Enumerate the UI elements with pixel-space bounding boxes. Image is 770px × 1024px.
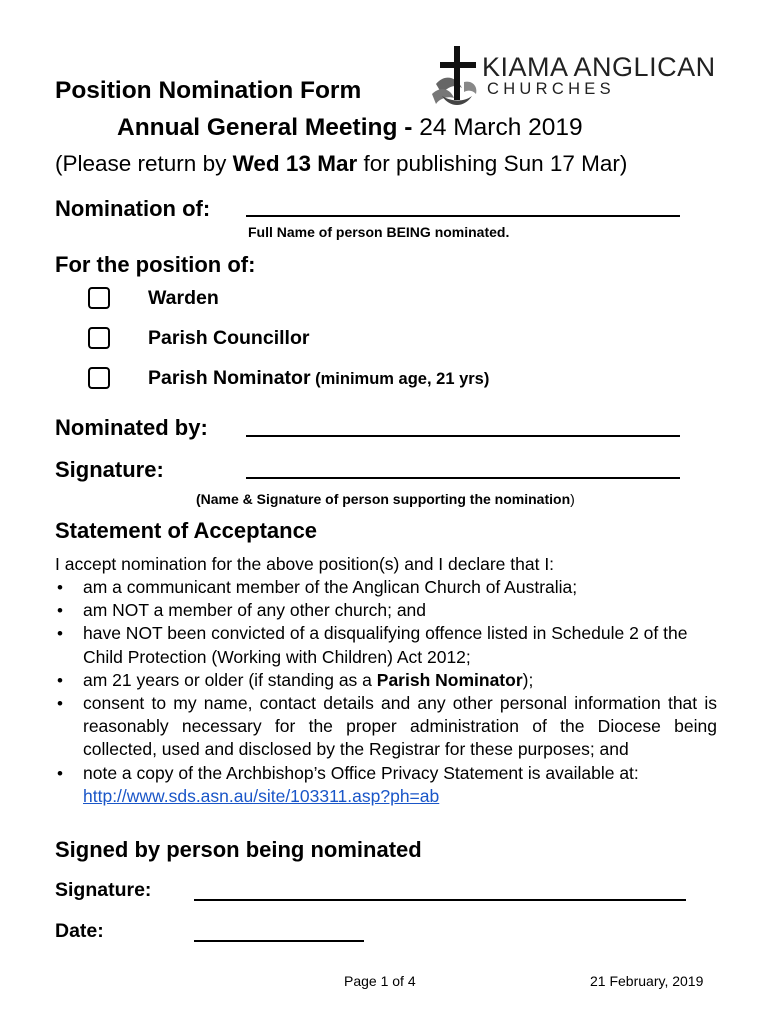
parish-councillor-checkbox[interactable] xyxy=(88,327,110,349)
acceptance-item-privacy xyxy=(55,762,717,808)
acceptance-item-not-member: • am NOT a member of any other church; and xyxy=(55,599,717,622)
acceptance-list xyxy=(55,576,717,808)
parish-councillor-option-label: Parish Councillor xyxy=(148,327,310,349)
form-title: Position Nomination Form xyxy=(55,77,362,104)
age-pre: am 21 years or older (if standing as a xyxy=(83,669,377,690)
age-post: ); xyxy=(522,669,534,690)
meeting-label: Annual General Meeting - xyxy=(117,114,420,141)
parish-nominator-checkbox[interactable] xyxy=(88,367,110,389)
nominated-by-label: Nominated by: xyxy=(55,415,208,440)
return-pre: (Please return by xyxy=(55,151,233,176)
signed-heading: Signed by person being nominated xyxy=(55,837,422,862)
logo-subtitle: CHURCHES xyxy=(487,80,615,98)
privacy-text: note a copy of the Archbishop’s Office Privacy Statement is available at: xyxy=(83,762,639,783)
nominee-signature-field[interactable] xyxy=(194,899,686,901)
page-number: Page 1 of 4 xyxy=(344,973,416,989)
warden-option-label: Warden xyxy=(148,287,219,309)
return-post: for publishing Sun 17 Mar) xyxy=(357,151,628,176)
nominee-signature-label: Signature: xyxy=(55,879,152,901)
meeting-date: 24 March 2019 xyxy=(419,114,583,141)
privacy-statement-link[interactable]: http://www.sds.asn.au/site/103311.asp?ph=ab xyxy=(83,785,440,806)
date-field[interactable] xyxy=(194,940,364,942)
acceptance-item-consent: • consent to my name, contact details and any other personal information that is reasonably necessary for the proper administration of the Diocese being collected, used and disclosed by the Registrar for these purposes; and xyxy=(55,692,717,762)
nomination-of-label: Nomination of: xyxy=(55,196,211,221)
nominated-by-field[interactable] xyxy=(246,435,680,437)
logo-name: KIAMA ANGLICAN xyxy=(482,52,716,82)
acceptance-heading: Statement of Acceptance xyxy=(55,518,318,543)
parish-nominator-option xyxy=(148,367,489,390)
age-bold: Parish Nominator xyxy=(376,669,523,690)
supporter-signature-field[interactable] xyxy=(246,477,680,479)
warden-checkbox[interactable] xyxy=(88,287,110,309)
position-label: For the position of: xyxy=(55,252,256,277)
nominee-name-hint: Full Name of person BEING nominated. xyxy=(248,224,510,240)
return-instructions xyxy=(55,151,627,177)
return-date: Wed 13 Mar xyxy=(232,151,358,176)
footer-date: 21 February, 2019 xyxy=(590,973,704,989)
nominee-name-field[interactable] xyxy=(246,215,680,217)
supporter-signature-label: Signature: xyxy=(55,457,164,482)
acceptance-intro: I accept nomination for the above position(s) and I declare that I: xyxy=(55,554,555,574)
parish-nominator-option-label: Parish Nominator xyxy=(148,367,311,389)
parish-nominator-age-note: (minimum age, 21 yrs) xyxy=(310,370,490,388)
cross-dove-icon xyxy=(424,36,484,114)
supporter-hint-text: (Name & Signature of person supporting the nomination xyxy=(196,491,571,507)
acceptance-item-not-convicted: • have NOT been convicted of a disqualifying offence listed in Schedule 2 of the Child Protection (Working with Children) Act 2012; xyxy=(55,622,717,668)
kiama-anglican-logo xyxy=(424,36,724,114)
meeting-line xyxy=(117,114,583,142)
date-label: Date: xyxy=(55,920,104,942)
acceptance-item-age xyxy=(55,669,717,692)
supporter-hint-close: ) xyxy=(570,491,575,507)
acceptance-item-communicant: • am a communicant member of the Anglican Church of Australia; xyxy=(55,576,717,599)
supporter-hint xyxy=(196,491,575,507)
